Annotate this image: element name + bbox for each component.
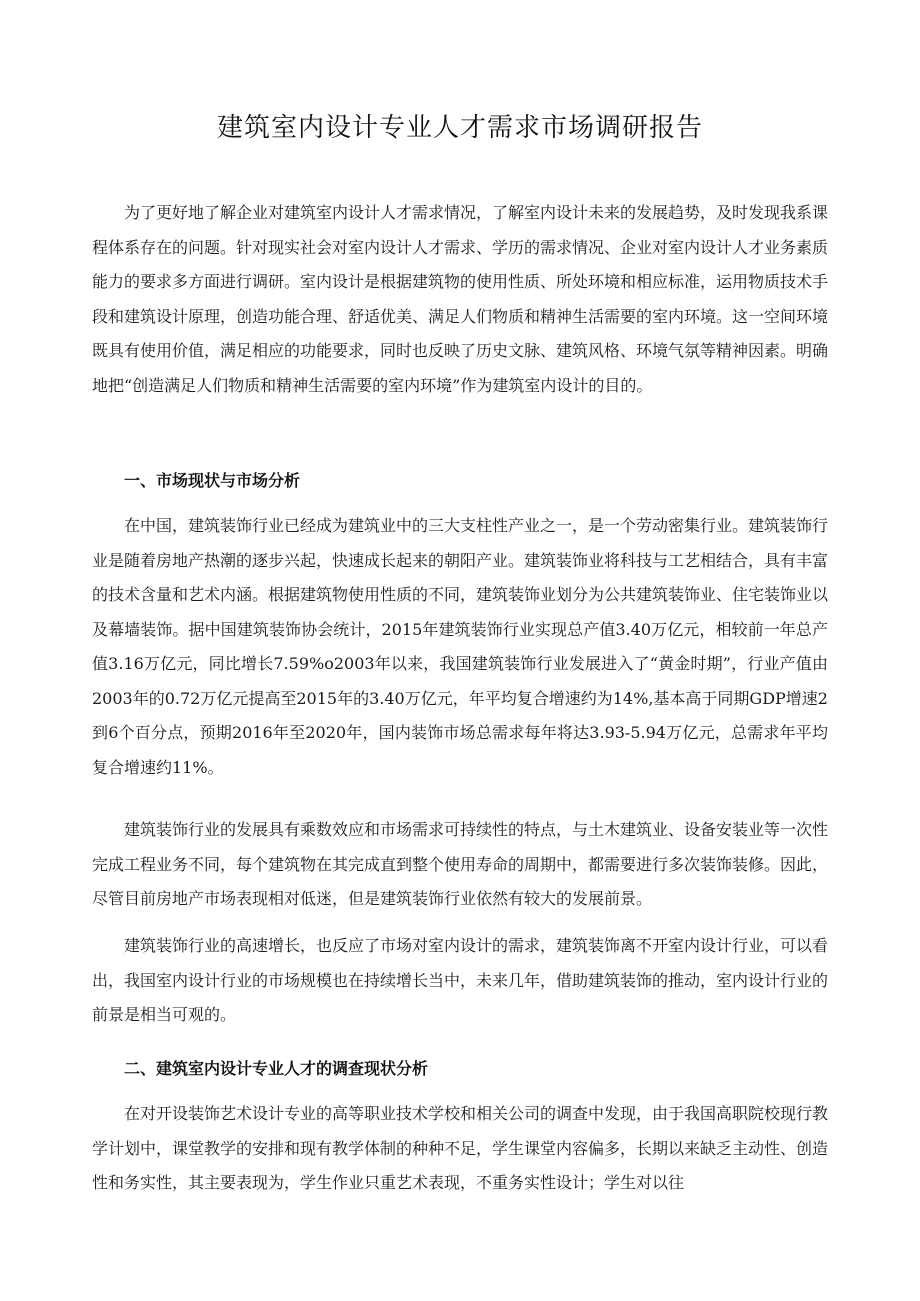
- section-1-paragraph-2: 建筑装饰行业的发展具有乘数效应和市场需求可持续性的特点，与土木建筑业、设备安装业等一次性完成工程业务不同，每个建筑物在其完成直到整个使用寿命的周期中，都需要进行多次装饰装修。因此，尽管目前房地产市场表现相对低迷，但是建筑装饰行业依然有较大的发展前景。: [92, 820, 829, 908]
- section-1-paragraph-1: 在中国，建筑装饰行业已经成为建筑业中的三大支柱性产业之一，是一个劳动密集行业。建筑装饰行业是随着房地产热潮的逐步兴起，快速成长起来的朝阳产业。建筑装饰业将科技与工艺相结合，具有丰富的技术含量和艺术内涵。根据建筑物使用性质的不同，建筑装饰业划分为公共建筑装饰业、住宅装饰业以及幕墙装饰。据中国建筑装饰协会统计，2015年建筑装饰行业实现总产值3.40万亿元，相较前一年总产值3.16万亿元，同比增长7.59%o2003年以来，我国建筑装饰行业发展进入了“黄金时期”，行业产值由2003年的0.72万亿元提高至2015年的3.40万亿元，年平均复合增速约为14%,基本高于同期GDP增速2到6个百分点，预期2016年至2020年，国内装饰市场总需求每年将达3.93-5.94万亿元，总需求年平均复合增速约11%。: [92, 516, 829, 777]
- document-title: 建筑室内设计专业人才需求市场调研报告: [216, 113, 703, 143]
- section-2-heading: 二、建筑室内设计专业人才的调查现状分析: [124, 1059, 429, 1078]
- section-2-paragraph-1: 在对开设装饰艺术设计专业的高等职业技术学校和相关公司的调查中发现，由于我国高职院校现行教学计划中，课堂教学的安排和现有教学体制的种种不足，学生课堂内容偏多，长期以来缺乏主动性、创造性和务实性，其主要表现为，学生作业只重艺术表现，不重务实性设计；学生对以往: [92, 1104, 829, 1192]
- intro-paragraph: 为了更好地了解企业对建筑室内设计人才需求情况，了解室内设计未来的发展趋势，及时发现我系课程体系存在的问题。针对现实社会对室内设计人才需求、学历的需求情况、企业对室内设计人才业务素质能力的要求多方面进行调研。室内设计是根据建筑物的使用性质、所处环境和相应标准，运用物质技术手段和建筑设计原理，创造功能合理、舒适优美、满足人们物质和精神生活需要的室内环境。这一空间环境既具有使用价值，满足相应的功能要求，同时也反映了历史文脉、建筑风格、环境气氛等精神因素。明确地把“创造满足人们物质和精神生活需要的室内环境”作为建筑室内设计的目的。: [92, 203, 829, 395]
- section-1-paragraph-3: 建筑装饰行业的高速增长，也反应了市场对室内设计的需求，建筑装饰离不开室内设计行业，可以看出，我国室内设计行业的市场规模也在持续增长当中，未来几年，借助建筑装饰的推动，室内设计行业的前景是相当可观的。: [92, 936, 829, 1024]
- section-1-heading: 一、市场现状与市场分析: [124, 471, 301, 490]
